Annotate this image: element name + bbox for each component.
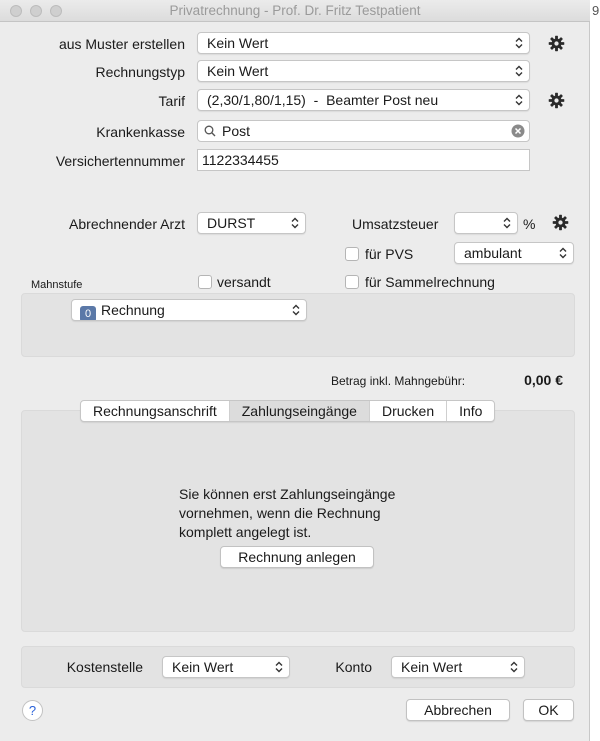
- krankenkasse-label: Krankenkasse: [96, 124, 185, 140]
- background-window-glyph: 9: [592, 3, 600, 18]
- krankenkasse-value: Post: [222, 123, 251, 139]
- tab-zahlungseingaenge[interactable]: Zahlungseingänge: [230, 401, 370, 421]
- updown-chevron-icon: [289, 215, 301, 231]
- tab-drucken[interactable]: Drucken: [370, 401, 447, 421]
- cancel-button[interactable]: Abbrechen: [406, 699, 510, 721]
- updown-chevron-icon: [513, 63, 525, 79]
- behandlung-value: ambulant: [464, 245, 522, 261]
- percent-unit: %: [523, 216, 536, 232]
- tab-bar: [80, 400, 495, 422]
- krankenkasse-search-field[interactable]: [197, 120, 530, 142]
- rechnung-anlegen-button[interactable]: Rechnung anlegen: [220, 546, 374, 568]
- versandt-label: versandt: [217, 274, 271, 290]
- muster-label: aus Muster erstellen: [58, 36, 185, 52]
- tarif-value: (2,30/1,80/1,15) - Beamter Post neu: [207, 92, 439, 108]
- mahnstufe-value: Rechnung: [101, 302, 165, 318]
- tab-rechnungsanschrift[interactable]: Rechnungsanschrift: [81, 401, 230, 421]
- betrag-label: Betrag inkl. Mahngebühr:: [331, 374, 466, 388]
- updown-chevron-icon: [508, 659, 520, 675]
- arzt-label: Abrechnender Arzt: [69, 216, 185, 232]
- muster-value: Kein Wert: [207, 35, 269, 51]
- tab-info[interactable]: Info: [459, 403, 483, 419]
- konto-label: Konto: [335, 659, 372, 675]
- sammelrechnung-label: für Sammelrechnung: [365, 274, 495, 290]
- updown-chevron-icon: [501, 215, 513, 231]
- ok-button[interactable]: OK: [523, 699, 574, 721]
- mahnstufe-label: Mahnstufe: [31, 279, 83, 291]
- gear-icon[interactable]: [548, 35, 565, 52]
- clear-icon[interactable]: [511, 124, 525, 138]
- versandt-checkbox[interactable]: [198, 275, 212, 289]
- help-button[interactable]: ?: [22, 700, 43, 721]
- gear-icon[interactable]: [552, 214, 569, 231]
- updown-chevron-icon: [513, 35, 525, 51]
- updown-chevron-icon: [557, 245, 569, 261]
- updown-chevron-icon: [273, 659, 285, 675]
- mahnstufe-popup[interactable]: [71, 299, 307, 321]
- panel-message: [179, 485, 439, 542]
- arzt-popup[interactable]: [197, 212, 306, 234]
- kostenstelle-popup[interactable]: [162, 656, 290, 678]
- title-bar: [0, 0, 590, 22]
- tarif-popup[interactable]: [197, 89, 530, 111]
- fuer-pvs-label: für PVS: [365, 246, 414, 262]
- versichertennummer-field[interactable]: [197, 149, 530, 171]
- umsatzsteuer-popup[interactable]: [454, 212, 518, 234]
- rechnungstyp-value: Kein Wert: [207, 63, 269, 79]
- search-icon: [204, 125, 216, 137]
- panel-message-line: komplett angelegt ist.: [179, 524, 312, 540]
- kostenstelle-value: Kein Wert: [172, 659, 234, 675]
- umsatzsteuer-label: Umsatzsteuer: [352, 216, 439, 232]
- gear-icon[interactable]: [548, 92, 565, 109]
- tarif-label: Tarif: [158, 93, 185, 109]
- versichertennummer-value: 1122334455: [202, 152, 279, 168]
- kostenstelle-label: Kostenstelle: [66, 659, 143, 675]
- panel-message-line: vornehmen, wenn die Rechnung: [179, 505, 381, 521]
- sammelrechnung-checkbox[interactable]: [345, 275, 359, 289]
- window-title: Privatrechnung - Prof. Dr. Fritz Testpatient: [169, 3, 421, 18]
- updown-chevron-icon: [290, 302, 302, 318]
- updown-chevron-icon: [513, 92, 525, 108]
- behandlung-popup[interactable]: [454, 242, 574, 264]
- mahnstufe-badge: 0: [80, 306, 96, 321]
- versichertennummer-label: Versichertennummer: [55, 153, 185, 169]
- panel-message-line: Sie können erst Zahlungseingänge: [179, 486, 396, 502]
- konto-popup[interactable]: [391, 656, 525, 678]
- betrag-value: 0,00 €: [524, 372, 563, 388]
- rechnungstyp-label: Rechnungstyp: [95, 64, 185, 80]
- konto-value: Kein Wert: [401, 659, 463, 675]
- rechnungstyp-popup[interactable]: [197, 60, 530, 82]
- fuer-pvs-checkbox[interactable]: [345, 247, 359, 261]
- muster-popup[interactable]: [197, 32, 530, 54]
- arzt-value: DURST: [207, 215, 256, 231]
